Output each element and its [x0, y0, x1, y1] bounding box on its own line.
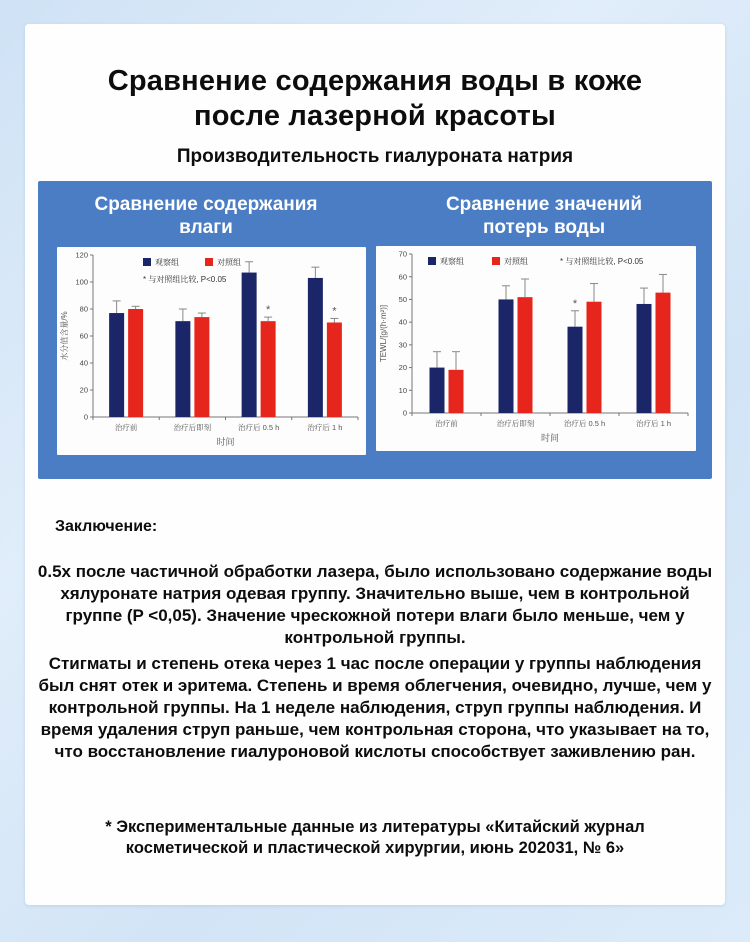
water-loss-chart-header-line2: потерь воды	[482, 217, 606, 239]
svg-text:治疗后 1 h: 治疗后 1 h	[307, 423, 343, 432]
svg-text:时间: 时间	[540, 433, 560, 443]
svg-text:40: 40	[79, 358, 88, 368]
svg-text:*: *	[572, 297, 578, 310]
svg-text:60: 60	[79, 331, 88, 341]
svg-text:TEWL/[g/(h·m²)]: TEWL/[g/(h·m²)]	[379, 304, 388, 363]
water-loss-chart	[376, 246, 696, 451]
svg-text:0: 0	[402, 408, 407, 418]
moisture-chart	[57, 247, 366, 455]
page-title	[25, 64, 725, 134]
svg-text:20: 20	[79, 385, 88, 395]
svg-text:时间: 时间	[216, 437, 235, 447]
svg-text:对照组: 对照组	[217, 258, 241, 267]
svg-text:治疗前: 治疗前	[114, 423, 138, 432]
svg-text:0: 0	[83, 412, 88, 422]
moisture-chart-header-line2: влаги	[179, 217, 233, 239]
water-loss-chart-header	[394, 193, 694, 239]
svg-text:*: *	[265, 304, 271, 317]
svg-text:对照组: 对照组	[504, 257, 528, 266]
svg-text:* 与对照组比较, P<0.05: * 与对照组比较, P<0.05	[143, 275, 227, 284]
conclusion-paragraph-2: Стигматы и степень отека через 1 час после операции у группы наблюдения был снят отек и эритема. Степень и время облегчения, очевидно, лучше, чем у контрольной группы. На 1 неделе наблюдения, струп группы наблюдения. И время удаления струп раньше, чем контрольная сторона, что указывает на то, что восстановление гиалуроновой кислоты способствует заживлению ран.	[38, 654, 712, 762]
svg-text:40: 40	[398, 317, 407, 327]
svg-text:70: 70	[398, 249, 407, 259]
page-title-line1: Сравнение содержания воды в коже	[107, 65, 643, 97]
moisture-chart-header-line1: Сравнение содержания	[94, 194, 318, 215]
svg-text:50: 50	[398, 295, 407, 305]
svg-text:*: *	[332, 305, 337, 318]
page-subtitle: Производительность гиалуроната натрия	[176, 146, 574, 167]
svg-text:观察组: 观察组	[155, 258, 179, 267]
svg-text:80: 80	[79, 304, 88, 314]
svg-text:治疗前: 治疗前	[435, 419, 458, 428]
page-title-line2: после лазерной красоты	[194, 99, 556, 132]
content-card	[25, 24, 725, 905]
svg-text:治疗后 1 h: 治疗后 1 h	[635, 419, 672, 428]
svg-text:20: 20	[398, 363, 407, 373]
svg-text:治疗后 0.5 h: 治疗后 0.5 h	[563, 419, 606, 428]
svg-text:30: 30	[398, 340, 407, 350]
svg-text:120: 120	[75, 250, 88, 260]
svg-text:治疗后即刻: 治疗后即刻	[496, 419, 535, 428]
charts-panel	[38, 181, 712, 479]
moisture-chart-header	[56, 193, 356, 239]
conclusion-paragraph-1: 0.5x после частичной обработки лазера, было использовано содержание воды хялуронате натрия одевая группу. Значительно выше, чем в контрольной группе (P <0,05). Значение чрескожной потери влаги было меньше, чем у контрольной группы.	[37, 562, 713, 648]
water-loss-chart-header-line1: Сравнение значений	[445, 194, 643, 215]
svg-text:水分值含量/%: 水分值含量/%	[60, 311, 69, 361]
svg-text:100: 100	[75, 277, 88, 287]
conclusion-label: Заключение:	[55, 518, 158, 535]
svg-text:观察组: 观察组	[440, 257, 464, 266]
source-footnote: * Экспериментальные данные из литературы «Китайский журнал косметической и пластической хирургии, июнь 202031, № 6»	[105, 818, 645, 858]
svg-text:60: 60	[398, 272, 407, 282]
svg-text:治疗后即刻: 治疗后即刻	[173, 423, 212, 432]
svg-text:* 与对照组比较, P<0.05: * 与对照组比较, P<0.05	[560, 257, 644, 266]
svg-text:治疗后 0.5 h: 治疗后 0.5 h	[237, 423, 280, 432]
svg-text:10: 10	[398, 385, 407, 395]
